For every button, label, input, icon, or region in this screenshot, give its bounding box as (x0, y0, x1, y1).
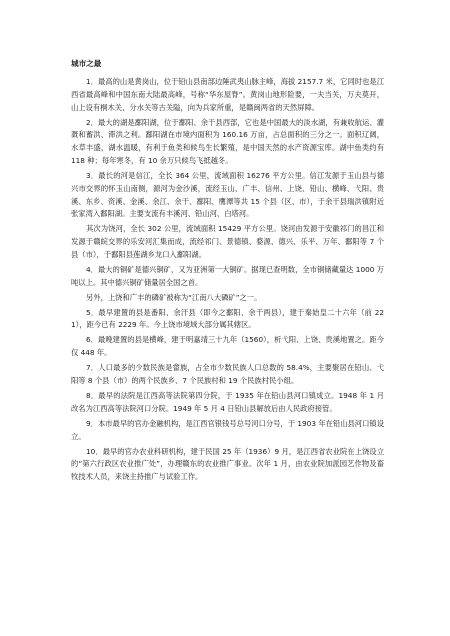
paragraph-agricultural-research: 10．最早的官办农业科研机构，建于民国 25 年（1936）9 月，是江西省农业院在上饶设立的“第六行政区农业推广处”，办理赣东的农业推广事业。次年 1 月，由农业院加派园艺作物及畜牧技术人员，来饶主持推广与试验工作。 (71, 446, 384, 482)
paragraph-financial-institution: 9．本市最早的官办金融机构，是江西官银钱号总号河口分号，于 1903 年在铅山县河口镇设立。 (71, 418, 384, 441)
paragraph-earliest-court: 8．最早的法院是江西高等法院第四分院，于 1935 年在铅山县河口镇成立。1948 年 1 月改名为江西高等法院河口分院。1949 年 5 月 4 日铅山县解放后由人民政府接管。 (71, 391, 384, 413)
paragraph-copper-mine: 4．最大的铜矿是德兴铜矿，又为亚洲第一大铜矿。据现已查明数，全市铜储藏量达 1000 万吨以上。其中德兴铜矿储量居全国之首。 (71, 264, 384, 287)
paragraph-longest-river: 3．最长的河是信江，全长 364 公里，流域面积 16276 平方公里。信江发源于玉山县与德兴市交界的怀玉山南侧，源河为金沙溪，流经玉山、广丰、信州、上饶、铅山、横峰、弋阳、贵溪、东乡、资溪、金溪、余江、余干、鄱阳、鹰潭等共 15 个县（区、市），于余干县瑞洪镇附近张家湾入鄱阳湖。主要支流有丰溪河、铅山河、白塔河。 (71, 170, 384, 219)
section-heading: 城市之最 (71, 59, 102, 68)
paragraph-earliest-county: 5．最早建置的县是番阳、余汗县（即今之鄱阳、余干两县），建于秦始皇二十六年（前 221），距今已有 2229 年。今上饶市境域大部分属其辖区。 (71, 307, 384, 330)
paragraph-ethnic-minority: 7．人口最多的少数民族是畲族，占全市少数民族人口总数的 58.4%，主要聚居在铅山、弋阳等 8 个县（市）的两个民族乡、7 个民族村和 19 个民族村民小组。 (71, 363, 384, 386)
paragraph-latest-county: 6．最晚建置的县是横峰，建于明嘉靖三十九年（1560），析弋阳、上饶、贵溪地置之。距今仅 448 年。 (71, 335, 384, 358)
paragraph-rao-river: 其次为饶河，全长 302 公里，流域面积 15429 平方公里。饶河由发源于安徽祁门的昌江和发源于赣皖交界的乐安河汇集而成，流经祁门、景德镇、婺源、德兴、乐平、万年、鄱阳等 7 个县（市），于鄱阳县莲湖乡龙口入鄱阳湖。 (71, 224, 384, 259)
paragraph-phosphate-mine: 另外，上饶和广丰的磷矿被称为“江南八大磷矿”之一。 (86, 292, 262, 302)
paragraph-largest-lake: 2．最大的湖是鄱阳湖，位于鄱阳、余干县西部，它也是中国最大的淡水湖，有兼收航运、灌溉和蓄洪、滞洪之利。鄱阳湖在市境内面积为 160.16 万亩，占总面积的三分之一。面积辽阔，水草丰盛，湖水温暖，有利于鱼类和候鸟生长繁殖，是中国天然的水产资源宝库。湖中鱼类约有 118 种；每年寒冬，有 10 余万只候鸟飞抵越冬。 (71, 117, 384, 165)
paragraph-highest-mountain: 1．最高的山是黄岗山，位于铅山县南部边陲武夷山脉主峰，海拔 2157.7 米，它同时也是江西省最高峰和中国东南大陆最高峰，号称“华东屋脊”。黄岗山地形险要，一夫当关，万夫莫开，山上设有桐木关、分水关等古关隘，向为兵家所重，是赣闽两省的天然屏障。 (71, 77, 384, 112)
